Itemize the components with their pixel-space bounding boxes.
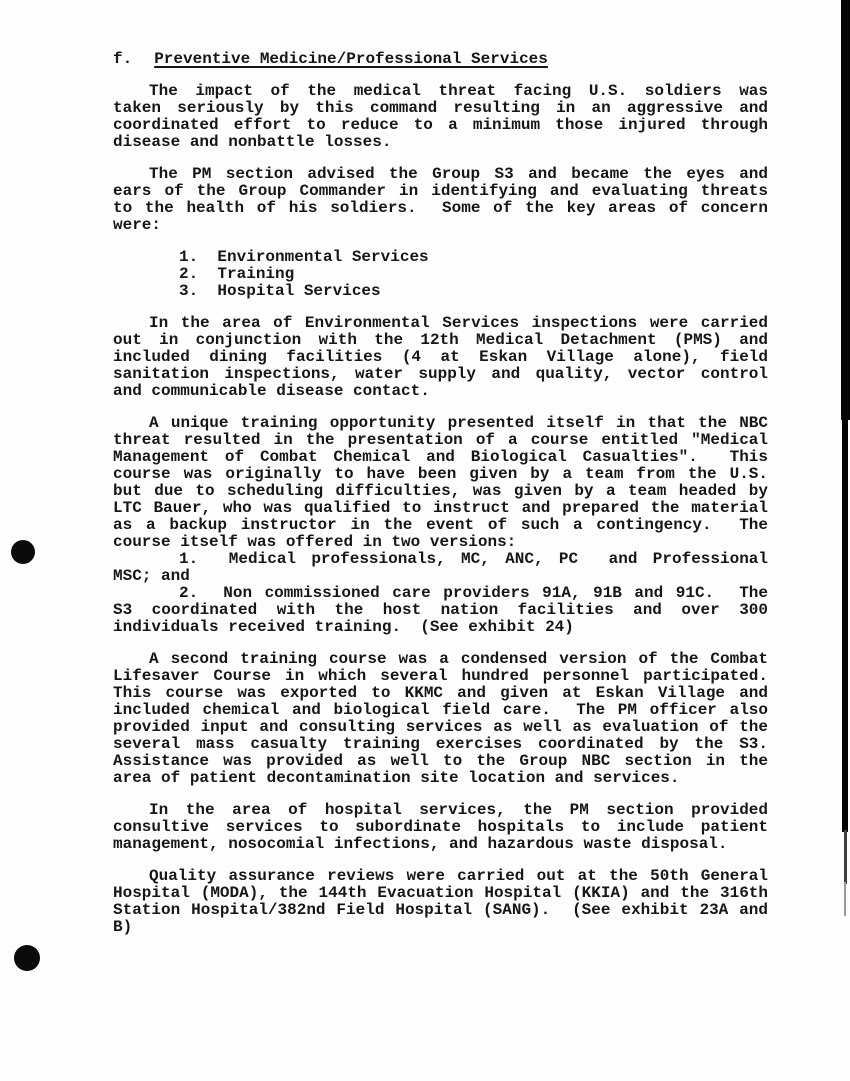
text-line: course itself was offered in two versions:: [113, 533, 517, 551]
text-line: Lifesaver Course in which several hundred personnel participated.: [113, 667, 768, 685]
text-line: provided input and consulting services as well as evaluation of the: [113, 718, 768, 736]
scan-edge-artifact: [842, 418, 848, 832]
text-line: but due to scheduling difficulties, was given by a team headed by: [113, 482, 768, 500]
text-line: and communicable disease contact.: [113, 382, 430, 400]
paragraph-nbc-training-course: [113, 415, 768, 551]
text-line: Assistance was provided as well to the Group NBC section in the: [113, 752, 768, 770]
text-line: Management of Combat Chemical and Biological Casualties". This: [113, 448, 768, 466]
text-line: included chemical and biological field care. The PM officer also: [113, 701, 768, 719]
text-line: coordinated effort to reduce to a minimum those injured through: [113, 116, 768, 134]
text-line: The PM section advised the Group S3 and became the eyes and: [149, 165, 768, 183]
paragraph-quality-assurance: [113, 868, 768, 936]
key-areas-list: [113, 249, 768, 300]
text-line: 2. Non commissioned care providers 91A, 91B and 91C. The: [179, 584, 768, 602]
hole-punch-mark: [11, 540, 35, 564]
text-line: A unique training opportunity presented itself in that the NBC: [149, 414, 768, 432]
text-line: sanitation inspections, water supply and quality, vector control: [113, 365, 768, 383]
text-line: 2. Training: [179, 265, 295, 283]
text-line: In the area of Environmental Services inspections were carried: [149, 314, 768, 332]
paragraph-environmental-services: [113, 315, 768, 400]
paragraph-hospital-services: [113, 802, 768, 853]
text-line: Quality assurance reviews were carried out at the 50th General: [149, 867, 768, 885]
text-line: 3. Hospital Services: [179, 282, 381, 300]
text-line: 1. Environmental Services: [179, 248, 429, 266]
text-line: individuals received training. (See exhibit 24): [113, 618, 574, 636]
text-line: B): [113, 918, 133, 936]
text-line: MSC; and: [113, 567, 190, 585]
text-line: area of patient decontamination site location and services.: [113, 769, 680, 787]
text-line: This course was exported to KKMC and given at Eskan Village and: [113, 684, 768, 702]
text-line: out in conjunction with the 12th Medical Detachment (PMS) and: [113, 331, 768, 349]
scan-edge-artifact: [844, 830, 847, 884]
text-line: were:: [113, 216, 162, 234]
text-line: A second training course was a condensed version of the Combat: [149, 650, 768, 668]
course-version-1-item: [113, 551, 768, 585]
text-line: consultive services to subordinate hospitals to include patient: [113, 818, 768, 836]
document-body: [113, 51, 768, 936]
paragraph-combat-lifesaver-course: [113, 651, 768, 787]
text-line: 1. Medical professionals, MC, ANC, PC and Professional: [179, 550, 768, 568]
section-heading: [113, 51, 768, 68]
text-line: In the area of hospital services, the PM section provided: [149, 801, 768, 819]
scan-edge-artifact: [841, 0, 850, 420]
text-line: several mass casualty training exercises coordinated by the S3.: [113, 735, 768, 753]
text-line: ears of the Group Commander in identifying and evaluating threats: [113, 182, 768, 200]
text-line: course was originally to have been given by a team from the U.S.: [113, 465, 768, 483]
section-letter: f.: [113, 50, 133, 68]
section-title: Preventive Medicine/Professional Services: [154, 50, 548, 68]
paragraph-pm-section-advised: [113, 166, 768, 234]
text-line: Hospital (MODA), the 144th Evacuation Hospital (KKIA) and the 316th: [113, 884, 768, 902]
text-line: to the health of his soldiers. Some of the key areas of concern: [113, 199, 768, 217]
text-line: S3 coordinated with the host nation facilities and over 300: [113, 601, 768, 619]
text-line: management, nosocomial infections, and hazardous waste disposal.: [113, 835, 728, 853]
text-line: as a backup instructor in the event of such a contingency. The: [113, 516, 768, 534]
text-line: threat resulted in the presentation of a course entitled "Medical: [113, 431, 768, 449]
text-line: The impact of the medical threat facing U.S. soldiers was: [149, 82, 768, 100]
scan-edge-artifact: [844, 882, 846, 916]
text-line: taken seriously by this command resulting in an aggressive and: [113, 99, 768, 117]
course-version-2-item: [113, 585, 768, 636]
text-line: Station Hospital/382nd Field Hospital (SANG). (See exhibit 23A and: [113, 901, 768, 919]
text-line: LTC Bauer, who was qualified to instruct and prepared the material: [113, 499, 768, 517]
text-line: disease and nonbattle losses.: [113, 133, 392, 151]
text-line: included dining facilities (4 at Eskan Village alone), field: [113, 348, 768, 366]
paragraph-medical-threat-impact: [113, 83, 768, 151]
hole-punch-mark: [14, 945, 40, 971]
